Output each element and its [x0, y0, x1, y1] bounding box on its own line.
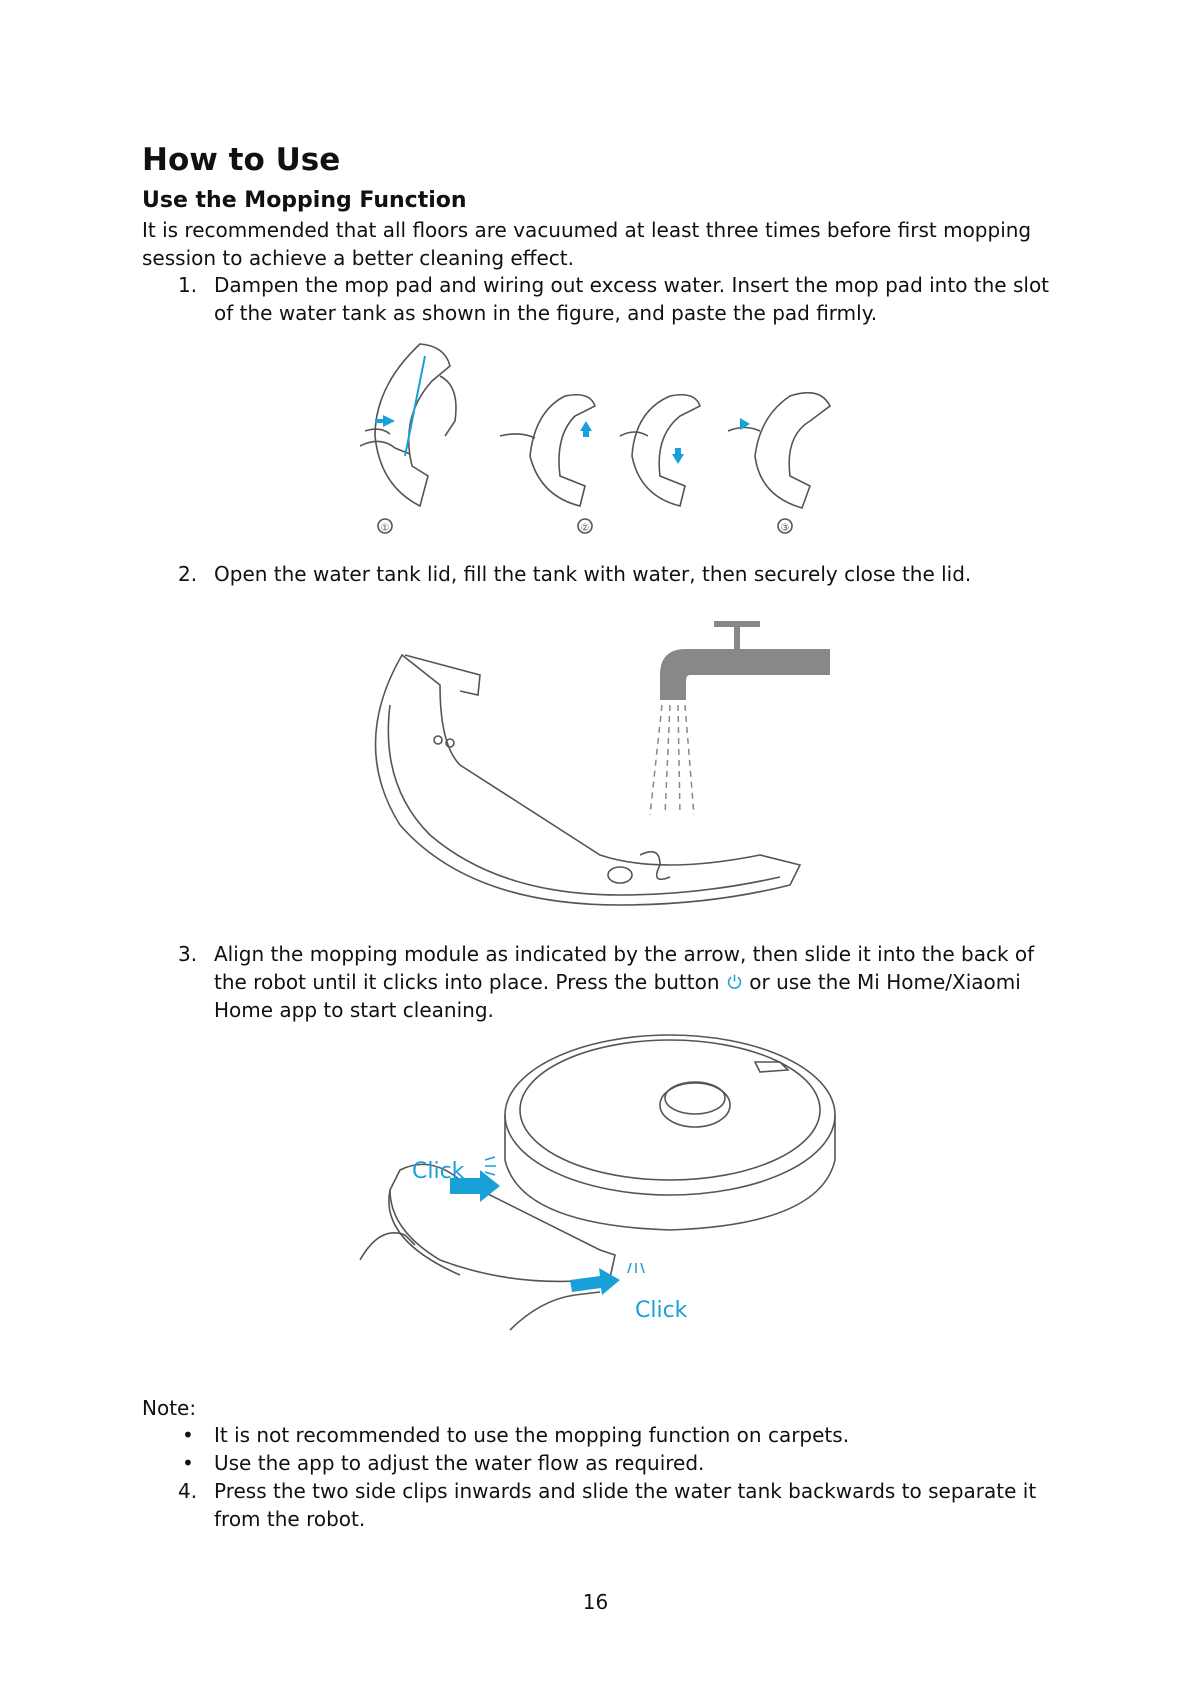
figure-label-2: ②	[580, 523, 590, 534]
hand-4	[620, 432, 648, 436]
water-tank-outline	[375, 655, 800, 905]
mop-pad-figure	[350, 336, 850, 536]
page-number: 16	[582, 1590, 609, 1614]
faucet-icon	[660, 649, 830, 700]
step-text-part-b: or use the Mi Home/Xiaomi Home app to start cleaning.	[214, 970, 1021, 1022]
arrow-icon	[375, 415, 395, 427]
click-label-2: Click	[635, 1298, 688, 1323]
hand-5	[728, 428, 760, 432]
water-tank-figure	[360, 615, 840, 915]
robot-body	[505, 1035, 835, 1195]
mop-pad-shape-3	[755, 393, 830, 508]
figure-label-3: ③	[780, 523, 790, 534]
section-heading: Use the Mopping Function	[142, 188, 467, 213]
figure-label-1: ①	[380, 523, 390, 534]
arrow-icon	[570, 1268, 620, 1295]
step-text: Open the water tank lid, fill the tank with water, then securely close the lid.	[214, 562, 972, 586]
robot-mopping-figure	[350, 1030, 850, 1380]
bullet-text: It is not recommended to use the mopping function on carpets.	[214, 1423, 850, 1447]
step-text	[214, 940, 1064, 1024]
bullet-icon: •	[182, 1423, 194, 1447]
arrow-icon	[672, 448, 684, 464]
step-number: 1.	[178, 273, 198, 297]
bullet-icon: •	[182, 1451, 194, 1475]
hand-2	[440, 376, 456, 436]
step-number: 3.	[178, 942, 198, 966]
faucet-handle	[714, 621, 760, 627]
bullet-text: Use the app to adjust the water flow as required.	[214, 1451, 705, 1475]
power-icon	[726, 973, 743, 990]
click-label-1: Click	[412, 1159, 465, 1184]
step-number: 4.	[178, 1479, 198, 1503]
intro-paragraph: It is recommended that all floors are vacuumed at least three times before first mopping session to achieve a better cleaning effect.	[142, 218, 1032, 270]
step-text-part-a: Align the mopping module as indicated by the arrow, then slide it into the back of the robot until it clicks into place. Press the button	[214, 942, 1035, 994]
step-number: 2.	[178, 562, 198, 586]
hand-left	[360, 1233, 415, 1260]
hand-right	[510, 1292, 600, 1330]
mop-pad-shape-2	[530, 395, 595, 506]
step-text: Dampen the mop pad and wiring out excess water. Insert the mop pad into the slot of the water tank as shown in the figure, and paste the pad firmly.	[214, 273, 1050, 325]
mop-pad-shape-2b	[632, 395, 700, 506]
note-label: Note:	[142, 1396, 197, 1420]
step-text: Press the two side clips inwards and slide the water tank backwards to separate it from the robot.	[214, 1479, 1037, 1531]
arrow-icon	[580, 421, 592, 437]
hand-1	[360, 429, 410, 454]
page-title: How to Use	[142, 142, 341, 178]
hand-3	[500, 434, 535, 438]
